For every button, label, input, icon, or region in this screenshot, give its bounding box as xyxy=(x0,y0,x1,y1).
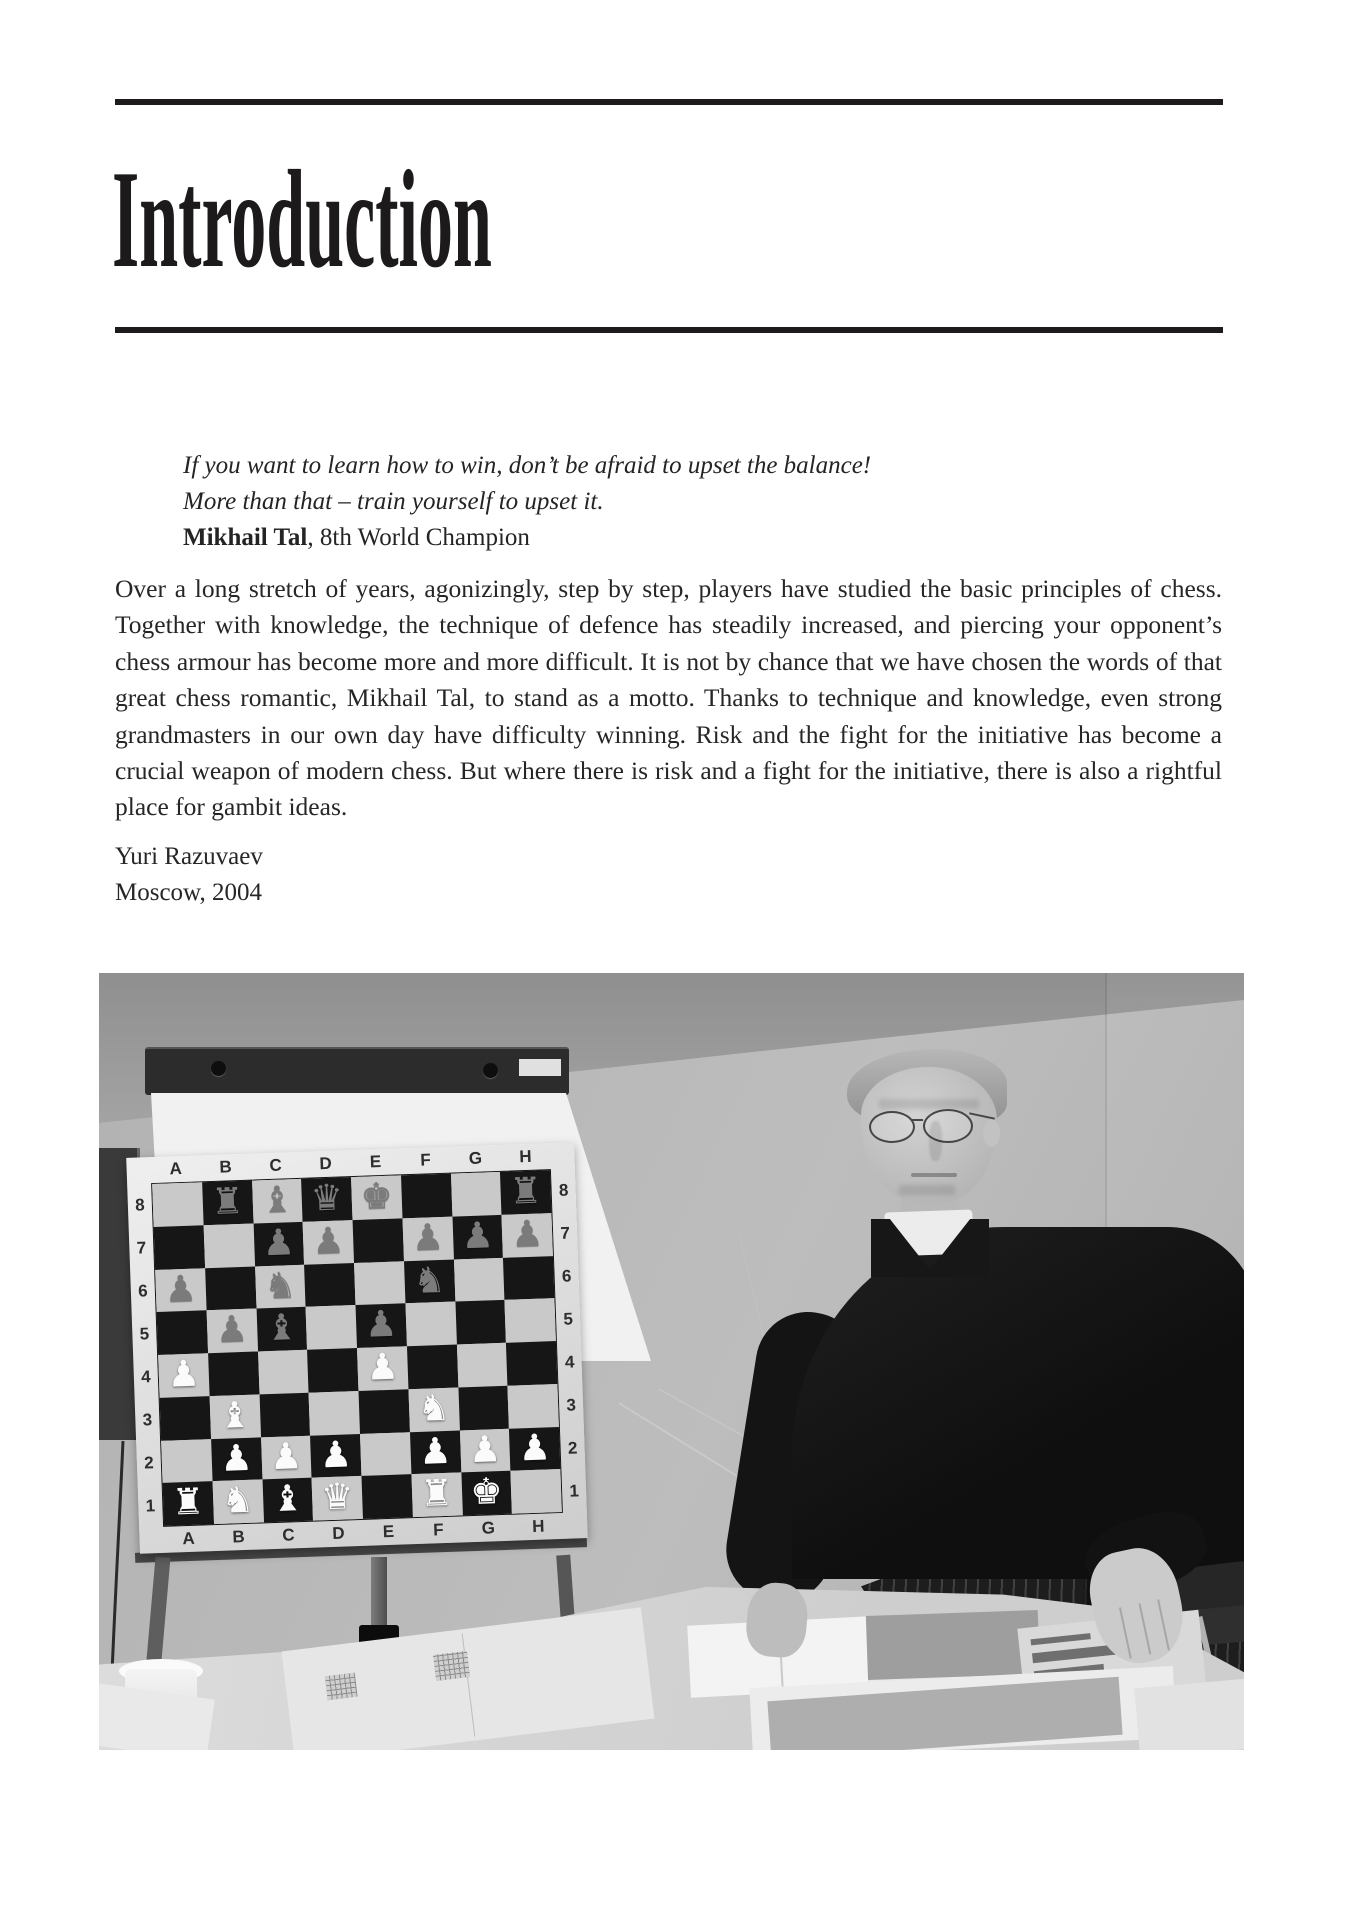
man-mouth xyxy=(911,1173,957,1177)
rank-label: 4 xyxy=(140,1367,151,1387)
black-piece: ♟ xyxy=(163,1268,198,1311)
square-c4 xyxy=(258,1350,309,1394)
square-a1 xyxy=(163,1481,214,1525)
square-e6 xyxy=(354,1261,405,1305)
square-c2 xyxy=(261,1435,312,1479)
square-d3 xyxy=(309,1391,360,1435)
square-a2 xyxy=(161,1439,212,1483)
page-title: Introduction xyxy=(112,142,492,297)
square-e3 xyxy=(358,1389,409,1433)
square-g8 xyxy=(450,1172,501,1216)
file-label: H xyxy=(518,1146,532,1167)
epigraph-line-1: If you want to learn how to win, don’t be afraid to upset the balance! xyxy=(183,452,872,479)
square-d4 xyxy=(307,1348,358,1392)
finger-line xyxy=(1157,1599,1170,1651)
file-label: A xyxy=(169,1159,183,1179)
square-d2 xyxy=(310,1433,361,1477)
square-g2 xyxy=(459,1428,510,1472)
black-piece: ♛ xyxy=(310,1177,344,1220)
white-piece: ♝ xyxy=(270,1478,305,1521)
rank-label: 1 xyxy=(569,1481,580,1501)
square-h2 xyxy=(509,1427,560,1471)
square-h8 xyxy=(500,1170,551,1214)
square-c8 xyxy=(252,1179,303,1223)
loose-paper xyxy=(1134,1678,1244,1750)
file-label: E xyxy=(382,1521,395,1542)
rank-label: 1 xyxy=(145,1496,156,1516)
file-label: C xyxy=(269,1155,283,1175)
white-piece: ♟ xyxy=(318,1433,353,1476)
white-piece: ♟ xyxy=(219,1437,254,1480)
white-piece: ♛ xyxy=(320,1476,355,1519)
demonstration-chessboard xyxy=(126,1142,588,1553)
epigraph-line-2: More than that – train yourself to upset it. xyxy=(183,488,604,515)
chessboard-squares xyxy=(151,1169,563,1527)
white-piece: ♞ xyxy=(221,1479,255,1523)
white-piece: ♚ xyxy=(469,1471,504,1514)
square-h3 xyxy=(508,1384,559,1428)
epigraph-author: Mikhail Tal xyxy=(183,524,308,551)
square-g6 xyxy=(453,1257,504,1301)
square-f5 xyxy=(405,1302,456,1346)
square-c1 xyxy=(262,1478,313,1522)
magazine-fold xyxy=(462,1634,476,1736)
black-piece: ♟ xyxy=(311,1220,346,1263)
square-d6 xyxy=(304,1263,355,1307)
square-g1 xyxy=(461,1471,512,1515)
square-d5 xyxy=(306,1305,357,1349)
square-f6 xyxy=(404,1259,455,1303)
book-cover-text xyxy=(1031,1633,1091,1645)
square-h1 xyxy=(511,1469,562,1513)
black-piece: ♜ xyxy=(508,1170,543,1213)
black-piece: ♟ xyxy=(261,1221,296,1264)
glasses xyxy=(865,1109,977,1145)
square-a3 xyxy=(160,1396,211,1440)
rank-label: 8 xyxy=(134,1195,145,1215)
white-piece: ♟ xyxy=(517,1426,552,1469)
square-d8 xyxy=(301,1177,352,1221)
square-f4 xyxy=(407,1345,458,1389)
file-label: A xyxy=(182,1528,196,1549)
rank-label: 2 xyxy=(567,1438,578,1458)
rank-label: 7 xyxy=(560,1223,571,1243)
file-label: E xyxy=(369,1152,382,1172)
man-chin-shadow xyxy=(899,1185,955,1195)
title-bottom-rule xyxy=(115,327,1223,333)
man-ear xyxy=(983,1119,1000,1147)
file-label: D xyxy=(319,1153,333,1174)
square-c6 xyxy=(255,1264,306,1308)
black-piece: ♚ xyxy=(359,1175,394,1218)
square-b3 xyxy=(209,1394,260,1438)
square-b7 xyxy=(203,1223,254,1267)
white-piece: ♟ xyxy=(418,1430,453,1473)
flipchart-bar xyxy=(145,1047,569,1095)
chess-diagram-print xyxy=(433,1651,470,1681)
black-piece: ♟ xyxy=(364,1303,398,1346)
white-piece: ♟ xyxy=(365,1346,400,1389)
rank-label: 7 xyxy=(136,1238,147,1258)
man-brow-shadow xyxy=(879,1099,979,1109)
black-piece: ♜ xyxy=(210,1180,245,1223)
file-label: B xyxy=(219,1157,233,1177)
square-c5 xyxy=(256,1307,307,1351)
square-e5 xyxy=(356,1304,407,1348)
white-piece: ♞ xyxy=(416,1387,451,1430)
glasses-bridge xyxy=(911,1119,923,1121)
rank-label: 2 xyxy=(143,1453,154,1473)
square-b4 xyxy=(208,1351,259,1395)
rank-label: 5 xyxy=(563,1309,574,1329)
square-f8 xyxy=(401,1174,452,1218)
flipchart-knob-right xyxy=(483,1063,498,1078)
square-f7 xyxy=(402,1216,453,1260)
square-b2 xyxy=(211,1437,262,1481)
square-e8 xyxy=(351,1175,402,1219)
flipchart-knob-left xyxy=(211,1061,226,1076)
signature-block xyxy=(115,839,263,911)
square-b5 xyxy=(206,1309,257,1353)
top-rule xyxy=(115,99,1223,105)
file-label: B xyxy=(232,1527,245,1547)
square-e2 xyxy=(360,1432,411,1476)
square-g4 xyxy=(456,1343,507,1387)
square-g3 xyxy=(458,1386,509,1430)
square-a6 xyxy=(155,1268,206,1312)
rank-label: 6 xyxy=(137,1281,148,1301)
white-piece: ♟ xyxy=(269,1435,303,1478)
black-piece: ♞ xyxy=(263,1264,297,1307)
square-f2 xyxy=(410,1430,461,1474)
white-piece: ♜ xyxy=(171,1481,206,1524)
glasses-left-lens xyxy=(869,1111,915,1143)
white-piece: ♝ xyxy=(218,1394,252,1437)
finger-line xyxy=(1119,1607,1132,1659)
signature-place-date: Moscow, 2004 xyxy=(115,879,262,906)
finger-line xyxy=(1138,1603,1151,1655)
black-piece: ♞ xyxy=(412,1259,447,1302)
chess-diagram-print xyxy=(325,1673,358,1700)
rank-label: 8 xyxy=(558,1180,569,1200)
photograph xyxy=(99,973,1244,1750)
square-c3 xyxy=(259,1392,310,1436)
square-b1 xyxy=(212,1480,263,1524)
body-paragraph: Over a long stretch of years, agonizingly, step by step, players have studied the basic principles of chess. Together with knowledge, the technique of defence has steadily increased, and piercing your opponent’s chess armour has become more and more difficult. It is not by chance that we have chosen the words of that great chess romantic, Mikhail Tal, to stand as a motto. Thanks to technique and knowledge, even strong grandmasters in our own day have difficulty winning. Risk and the fight for the initiative has become a crucial weapon of modern chess. But where there is risk and a fight for the initiative, there is also a rightful place for gambit ideas. xyxy=(115,574,1222,822)
black-piece: ♟ xyxy=(460,1214,495,1258)
file-label: G xyxy=(468,1148,483,1168)
square-e4 xyxy=(357,1346,408,1390)
square-c7 xyxy=(253,1222,304,1266)
square-b6 xyxy=(205,1266,256,1310)
epigraph-attribution xyxy=(183,520,871,556)
square-e7 xyxy=(353,1218,404,1262)
file-label: C xyxy=(282,1525,295,1545)
rank-label: 5 xyxy=(139,1324,150,1344)
white-piece: ♜ xyxy=(419,1473,454,1516)
square-h7 xyxy=(502,1213,553,1257)
black-piece: ♟ xyxy=(215,1309,249,1352)
square-a7 xyxy=(154,1225,205,1269)
square-b8 xyxy=(202,1181,253,1225)
black-piece: ♝ xyxy=(260,1179,295,1222)
file-label: G xyxy=(481,1518,496,1538)
square-h6 xyxy=(503,1256,554,1300)
square-d7 xyxy=(303,1220,354,1264)
rank-label: 4 xyxy=(564,1352,575,1372)
square-h4 xyxy=(506,1341,557,1385)
signature-name: Yuri Razuvaev xyxy=(115,843,263,870)
square-h5 xyxy=(505,1298,556,1342)
file-label: F xyxy=(432,1520,444,1540)
black-piece: ♝ xyxy=(264,1307,299,1350)
square-f3 xyxy=(408,1387,459,1431)
square-f1 xyxy=(411,1473,462,1517)
flipchart-brand-label xyxy=(519,1059,561,1076)
black-piece: ♟ xyxy=(410,1216,445,1259)
rank-label: 3 xyxy=(142,1410,153,1430)
file-label: F xyxy=(419,1150,431,1170)
rank-label: 3 xyxy=(566,1395,577,1415)
white-piece: ♟ xyxy=(166,1353,201,1396)
epigraph xyxy=(183,448,871,556)
rank-label: 6 xyxy=(561,1266,572,1286)
file-label: D xyxy=(331,1523,345,1543)
square-a8 xyxy=(152,1182,203,1226)
white-piece: ♟ xyxy=(468,1428,502,1471)
epigraph-author-title: , 8th World Champion xyxy=(307,524,530,551)
man-nose-shadow xyxy=(929,1121,942,1161)
black-piece: ♟ xyxy=(510,1213,545,1256)
square-a5 xyxy=(157,1310,208,1354)
square-d1 xyxy=(312,1476,363,1520)
square-a4 xyxy=(158,1353,209,1397)
file-label: H xyxy=(531,1516,545,1536)
square-g7 xyxy=(452,1215,503,1259)
square-e1 xyxy=(361,1474,412,1518)
square-g5 xyxy=(455,1300,506,1344)
